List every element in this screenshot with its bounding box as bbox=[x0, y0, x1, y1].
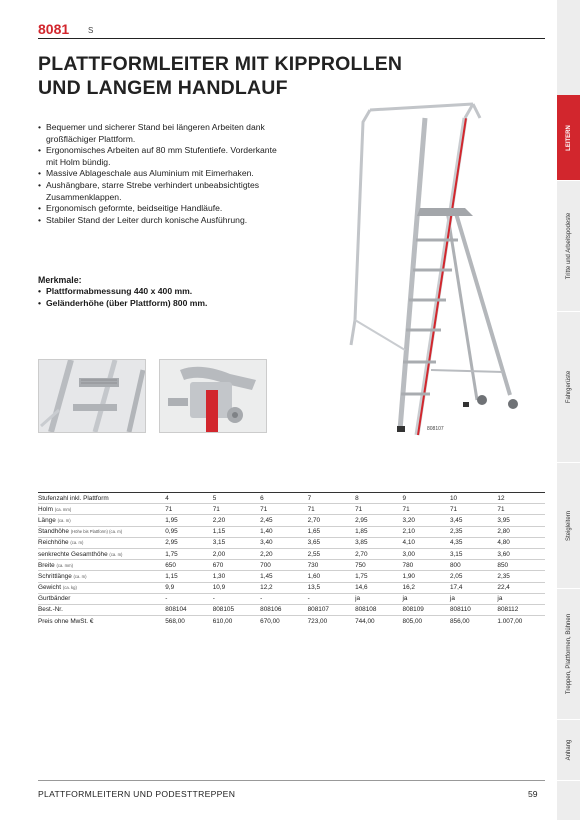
table-cell: 808112 bbox=[497, 604, 545, 615]
table-row bbox=[38, 504, 545, 515]
product-number: 8081 bbox=[38, 21, 70, 37]
header-divider bbox=[38, 38, 545, 39]
table-cell: 3,20 bbox=[403, 515, 450, 526]
page-number: 59 bbox=[528, 789, 538, 799]
detail-photo-steps bbox=[38, 359, 146, 433]
sidebar-tab-tritte[interactable] bbox=[557, 181, 580, 312]
sidebar-tab-label: Anhang bbox=[565, 739, 572, 761]
feature-item: • Stabiler Stand der Leiter durch konische Ausführung. bbox=[38, 215, 278, 227]
table-cell: 13,5 bbox=[308, 582, 355, 593]
table-cell: 71 bbox=[450, 504, 497, 515]
row-label-cell bbox=[38, 504, 165, 515]
row-unit: (ca. m) bbox=[73, 573, 87, 579]
table-cell: 9,9 bbox=[165, 582, 212, 593]
table-cell: 700 bbox=[260, 560, 307, 571]
row-label: Reichhöhe bbox=[38, 539, 69, 547]
row-unit: (ca. m) bbox=[109, 551, 123, 557]
table-cell: 3,95 bbox=[497, 515, 545, 526]
table-cell: 4,80 bbox=[497, 537, 545, 548]
table-cell: 71 bbox=[497, 504, 545, 515]
ladder-product-image bbox=[325, 100, 535, 440]
table-cell: 14,6 bbox=[355, 582, 402, 593]
row-label: Best.-Nr. bbox=[38, 606, 63, 614]
table-cell: 10,9 bbox=[213, 582, 260, 593]
row-label: Standhöhe bbox=[38, 528, 69, 536]
table-cell: 730 bbox=[308, 560, 355, 571]
table-cell: 2,20 bbox=[213, 515, 260, 526]
row-unit: (ca. mm) bbox=[56, 562, 73, 568]
table-cell: 808110 bbox=[450, 604, 497, 615]
row-unit: (ca. m) bbox=[57, 517, 71, 523]
table-cell: 1,95 bbox=[165, 515, 212, 526]
table-row bbox=[38, 593, 545, 604]
sidebar-tab-label: LEITERN bbox=[565, 124, 572, 151]
merkmale-item: • Geländerhöhe (über Plattform) 800 mm. bbox=[38, 298, 207, 310]
row-label-cell bbox=[38, 515, 165, 526]
sidebar-tab-leitern[interactable] bbox=[557, 95, 580, 181]
table-cell: 1,30 bbox=[213, 571, 260, 582]
table-cell: 808105 bbox=[213, 604, 260, 615]
table-cell: 1,15 bbox=[213, 526, 260, 537]
table-row bbox=[38, 560, 545, 571]
row-label-cell bbox=[38, 582, 165, 593]
detail-photo-hinge bbox=[159, 359, 267, 433]
table-row bbox=[38, 582, 545, 593]
table-cell: 4,10 bbox=[403, 537, 450, 548]
table-cell: 2,00 bbox=[213, 548, 260, 559]
row-label: Stufenzahl inkl. Plattform bbox=[38, 494, 109, 502]
footer-divider bbox=[38, 780, 545, 781]
table-cell: 808107 bbox=[308, 604, 355, 615]
feature-item: • Massive Ablageschale aus Aluminium mit Eimerhaken. bbox=[38, 168, 278, 180]
table-cell: 2,55 bbox=[308, 548, 355, 559]
table-cell: 17,4 bbox=[450, 582, 497, 593]
merkmale-heading: Merkmale: bbox=[38, 275, 82, 285]
table-cell: 670 bbox=[213, 560, 260, 571]
merkmale-item: • Plattformabmessung 440 x 400 mm. bbox=[38, 286, 207, 298]
row-label-cell bbox=[38, 526, 165, 537]
table-cell: 0,95 bbox=[165, 526, 212, 537]
table-cell: 2,35 bbox=[450, 526, 497, 537]
table-cell: 16,2 bbox=[403, 582, 450, 593]
sidebar-tab-anhang[interactable] bbox=[557, 720, 580, 781]
feature-item: • Ergonomisches Arbeiten auf 80 mm Stufentiefe. Vorderkante mit Holm bündig. bbox=[38, 145, 278, 168]
table-row bbox=[38, 526, 545, 537]
sidebar-tab-fahrgerueste[interactable] bbox=[557, 312, 580, 463]
table-cell: - bbox=[308, 593, 355, 604]
table-cell: 71 bbox=[355, 504, 402, 515]
table-cell: 610,00 bbox=[212, 617, 233, 625]
table-cell: 780 bbox=[403, 560, 450, 571]
table-cell: 744,00 bbox=[355, 617, 375, 625]
table-cell: - bbox=[260, 593, 307, 604]
row-label-cell bbox=[38, 593, 165, 604]
table-cell: 71 bbox=[165, 504, 212, 515]
table-cell: 1,65 bbox=[308, 526, 355, 537]
row-label-cell bbox=[38, 616, 165, 627]
merkmale-list bbox=[38, 286, 207, 309]
table-cell: 1,75 bbox=[355, 571, 402, 582]
table-cell: 1,60 bbox=[308, 571, 355, 582]
feature-item: • Bequemer und sicherer Stand bei längeren Arbeiten dank großflächiger Plattform. bbox=[38, 122, 278, 145]
sidebar-tab-label: Fahrgerüste bbox=[565, 370, 572, 404]
row-label: senkrechte Gesamthöhe bbox=[38, 550, 108, 558]
table-cell: 723,00 bbox=[307, 617, 328, 625]
row-label-cell bbox=[38, 493, 165, 504]
sidebar-tab-label: Steigleitern bbox=[565, 510, 572, 541]
row-label: Gurtbänder bbox=[38, 595, 71, 603]
table-cell: 3,15 bbox=[450, 548, 497, 559]
page-title bbox=[38, 52, 402, 100]
row-label-cell bbox=[38, 571, 165, 582]
table-cell: 12,2 bbox=[260, 582, 307, 593]
table-cell: 670,00 bbox=[260, 617, 280, 625]
table-cell: 3,60 bbox=[497, 548, 545, 559]
table-cell: 2,95 bbox=[355, 515, 402, 526]
table-row bbox=[38, 548, 545, 559]
table-row bbox=[38, 537, 545, 548]
row-label-cell bbox=[38, 548, 165, 559]
table-cell: 71 bbox=[260, 504, 307, 515]
table-cell: 808106 bbox=[260, 604, 307, 615]
row-unit: (ca. m) bbox=[70, 540, 84, 546]
table-cell: - bbox=[165, 593, 212, 604]
table-cell: 2,05 bbox=[450, 571, 497, 582]
chapter-sidebar bbox=[557, 0, 580, 820]
table-cell: 1,75 bbox=[165, 548, 212, 559]
feature-item: • Aushängbare, starre Strebe verhindert unbeabsichtigtes Zusammenklappen. bbox=[38, 180, 278, 203]
table-cell: 12 bbox=[497, 493, 545, 504]
table-cell: - bbox=[213, 593, 260, 604]
table-cell: 650 bbox=[165, 560, 212, 571]
image-caption: 808107 bbox=[427, 426, 444, 432]
product-suffix: S bbox=[88, 26, 94, 35]
table-cell: 805,00 bbox=[402, 617, 423, 625]
table-cell: 3,00 bbox=[403, 548, 450, 559]
table-cell: 1,85 bbox=[355, 526, 402, 537]
table-cell: 4,35 bbox=[450, 537, 497, 548]
table-cell: 1,15 bbox=[165, 571, 212, 582]
sidebar-tab-label: Tritte und Arbeitspodeste bbox=[565, 212, 572, 280]
title-line-2: UND LANGEM HANDLAUF bbox=[38, 77, 288, 99]
row-label: Holm bbox=[38, 505, 53, 513]
table-cell: 1,90 bbox=[403, 571, 450, 582]
row-label: Schrittlänge bbox=[38, 572, 72, 580]
table-cell: 4 bbox=[165, 493, 212, 504]
table-cell: 850 bbox=[497, 560, 545, 571]
table-cell: 5 bbox=[213, 493, 260, 504]
table-cell: 800 bbox=[450, 560, 497, 571]
table-cell: 71 bbox=[213, 504, 260, 515]
row-label: Breite bbox=[38, 561, 55, 569]
table-cell: 2,35 bbox=[497, 571, 545, 582]
sidebar-tab-label: Treppen, Plattformen, Bühnen bbox=[565, 613, 572, 695]
table-cell: 9 bbox=[403, 493, 450, 504]
row-label-cell bbox=[38, 560, 165, 571]
row-label: Länge bbox=[38, 516, 56, 524]
table-cell: 808108 bbox=[355, 604, 402, 615]
table-row bbox=[38, 571, 545, 582]
table-cell: 2,10 bbox=[403, 526, 450, 537]
footer-section-title: PLATTFORMLEITERN UND PODESTTREPPEN bbox=[38, 789, 236, 799]
table-cell: ja bbox=[497, 593, 545, 604]
row-unit: (ca. kg) bbox=[62, 585, 77, 591]
table-cell: 3,85 bbox=[355, 537, 402, 548]
row-label-cell bbox=[38, 604, 165, 615]
table-row bbox=[38, 515, 545, 526]
table-cell: 856,00 bbox=[449, 617, 470, 625]
table-cell: 71 bbox=[308, 504, 355, 515]
feature-item: • Ergonomisch geformte, beidseitige Handläufe. bbox=[38, 203, 278, 215]
table-row bbox=[38, 604, 545, 615]
table-cell: ja bbox=[355, 593, 402, 604]
table-cell: 568,00 bbox=[165, 617, 185, 625]
table-cell: 2,70 bbox=[355, 548, 402, 559]
table-cell: ja bbox=[450, 593, 497, 604]
table-cell: 1,40 bbox=[260, 526, 307, 537]
table-cell: 3,65 bbox=[308, 537, 355, 548]
table-cell: 1,45 bbox=[260, 571, 307, 582]
table-cell: 2,45 bbox=[260, 515, 307, 526]
table-cell: 808104 bbox=[165, 604, 212, 615]
table-cell: 10 bbox=[450, 493, 497, 504]
table-cell: 6 bbox=[260, 493, 307, 504]
table-row bbox=[38, 616, 545, 627]
title-line-1: PLATTFORMLEITER MIT KIPPROLLEN bbox=[38, 53, 403, 75]
table-cell: 2,20 bbox=[260, 548, 307, 559]
table-cell: 3,40 bbox=[260, 537, 307, 548]
table-cell: 808109 bbox=[403, 604, 450, 615]
row-unit: (Höhe bis Plattform) (ca. m) bbox=[70, 529, 123, 535]
feature-list bbox=[38, 122, 278, 226]
table-cell: 3,15 bbox=[213, 537, 260, 548]
table-cell: ja bbox=[403, 593, 450, 604]
table-cell: 71 bbox=[403, 504, 450, 515]
table-cell: 7 bbox=[308, 493, 355, 504]
table-cell: 8 bbox=[355, 493, 402, 504]
table-cell: 2,95 bbox=[165, 537, 212, 548]
table-cell: 22,4 bbox=[497, 582, 545, 593]
table-cell: 3,45 bbox=[450, 515, 497, 526]
row-label-cell bbox=[38, 537, 165, 548]
sidebar-tab-steigleitern[interactable] bbox=[557, 463, 580, 589]
row-label: Gewicht bbox=[38, 584, 62, 592]
sidebar-tab-treppen[interactable] bbox=[557, 589, 580, 720]
table-cell: 2,80 bbox=[497, 526, 545, 537]
row-unit: (ca. mm) bbox=[54, 506, 72, 512]
table-cell: 1.007,00 bbox=[497, 617, 523, 625]
table-row bbox=[38, 493, 545, 504]
row-label: Preis ohne MwSt. € bbox=[38, 617, 94, 625]
table-cell: 750 bbox=[355, 560, 402, 571]
table-cell: 2,70 bbox=[308, 515, 355, 526]
spec-table bbox=[38, 492, 545, 626]
